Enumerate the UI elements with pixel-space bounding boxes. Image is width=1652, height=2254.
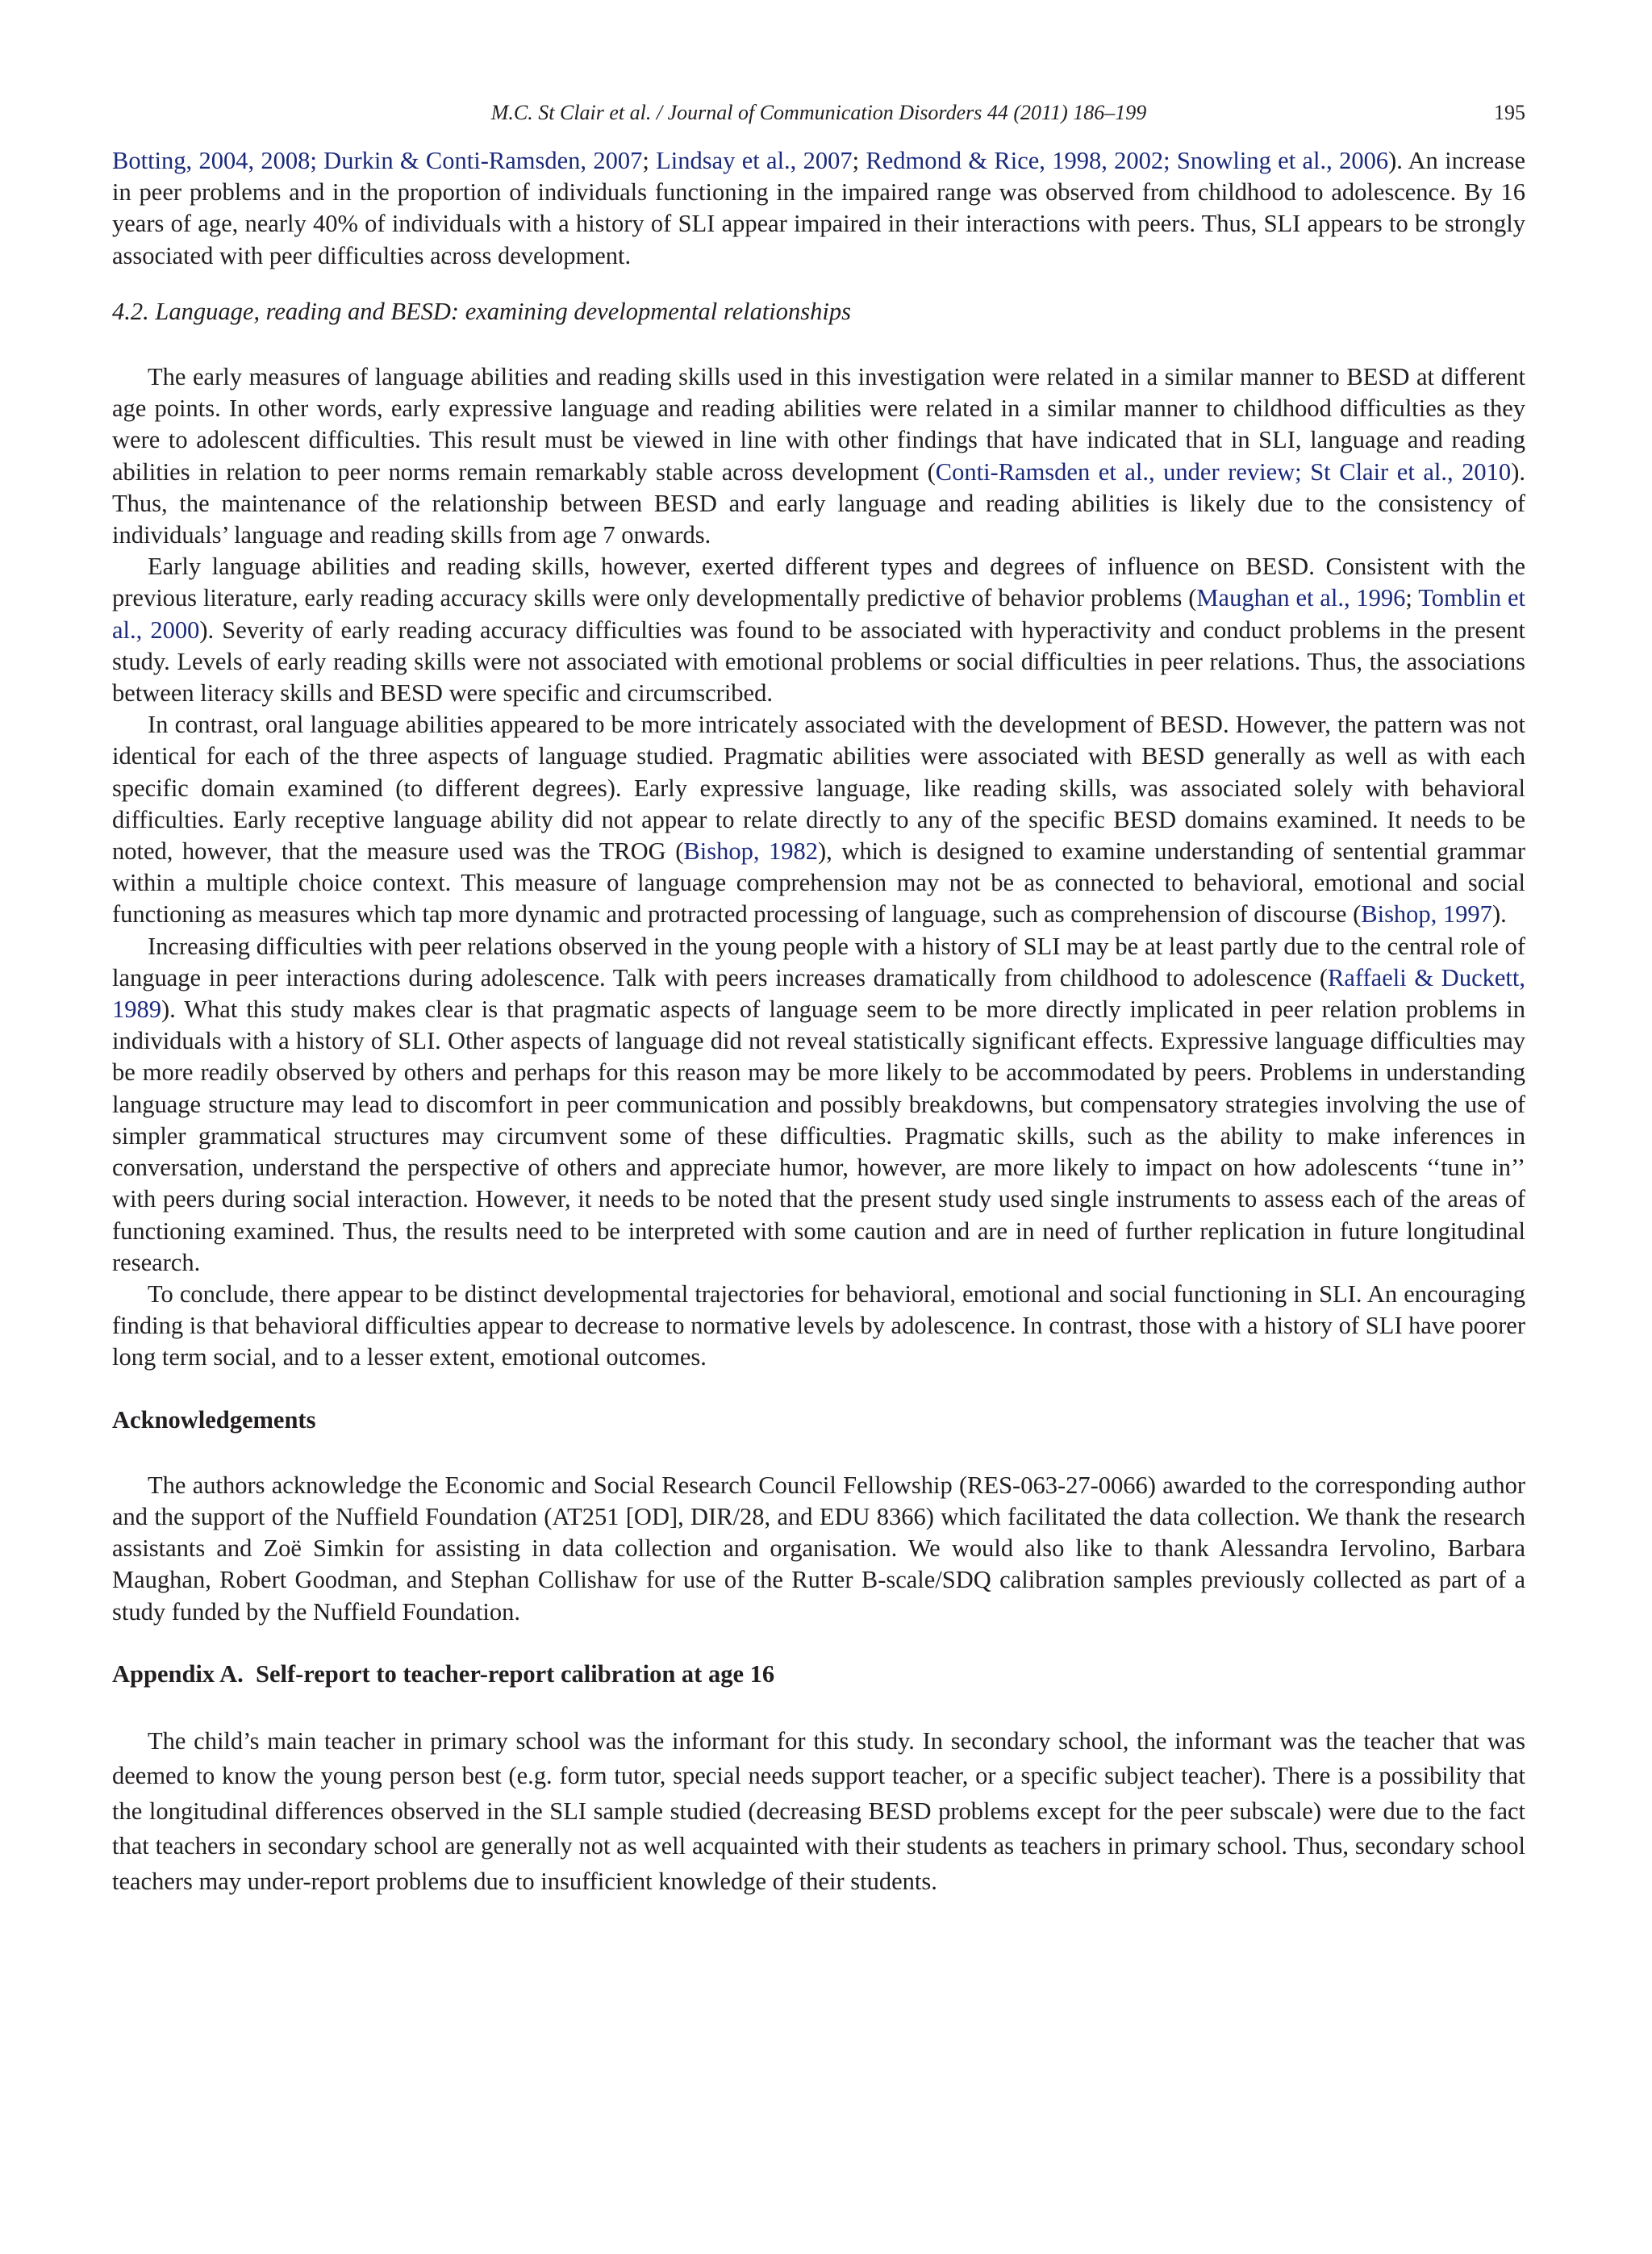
- paragraph-text: ;: [1405, 584, 1419, 612]
- paragraph-text: In contrast, oral language abilities appeared to be more intricately associated with the development of BESD. However, the pattern was not identical for each of the three aspects of language studied. Pragmatic abilities were associated with BESD generally as well as with each specific domain examined (to different degrees). Early expressive language, like reading skills, was associated solely with behavioral difficulties. Early receptive language ability did not appear to relate directly to any of the specific BESD domains examined. It needs to be noted, however, that the measure used was the TROG (: [112, 711, 1525, 866]
- paragraph-text: The early measures of language abilities and reading skills used in this investigation were related in a similar manner to BESD at different age points. In other words, early expressive language and reading abilities were related in a similar manner to childhood difficulties as they were to adolescent difficulties. This result must be viewed in line with other findings that have indicated that in SLI, language and reading abilities in relation to peer norms remain remarkably stable across development (: [112, 363, 1525, 486]
- citation-link[interactable]: Lindsay et al., 2007: [656, 147, 853, 174]
- citation-link[interactable]: Redmond & Rice, 1998, 2002; Snowling et al., 2006: [866, 147, 1389, 174]
- subsection-heading: 4.2. Language, reading and BESD: examining developmental relationships: [112, 297, 851, 325]
- paragraph: [112, 551, 1525, 709]
- section-heading-appendix-a: Appendix A. Self-report to teacher-report calibration at age 16: [112, 1659, 775, 1688]
- appendix-text: The child’s main teacher in primary school was the informant for this study. In secondary school, the informant was the teacher that was deemed to know the young person best (e.g. form tutor, special needs support teacher, or a specific subject teacher). There is a possibility that the longitudinal differences observed in the SLI sample studied (decreasing BESD problems except for the peer subscale) were due to the fact that teachers in secondary school are generally not as well acquainted with their students as teachers in primary school. Thus, secondary school teachers may under-report problems due to insufficient knowledge of their students.: [112, 1726, 1525, 1895]
- paragraph: [112, 709, 1525, 930]
- paragraph-text: ).: [1491, 900, 1507, 929]
- citation-link[interactable]: Bishop, 1982: [683, 837, 818, 866]
- paragraph-text: Increasing difficulties with peer relations observed in the young people with a history of SLI may be at least partly due to the central role of language in peer interactions during adolescence. Talk with peers increases dramatically from childhood to adolescence (: [112, 932, 1525, 991]
- journal-page: [112, 97, 1525, 1899]
- section-heading-acknowledgements: Acknowledgements: [112, 1405, 316, 1434]
- paragraph-text: ), which is designed to examine understanding of sentential grammar within a multiple choice context. This measure of language comprehension may not be as connected to behavioral, emotional and social functioning as measures which tap more dynamic and protracted processing of language, such as comprehension of discourse (: [112, 837, 1526, 929]
- page-number: 195: [1494, 101, 1525, 124]
- appendix-block: [112, 1724, 1525, 1900]
- paragraph: To conclude, there appear to be distinct developmental trajectories for behavioral, emotional and social functioning in SLI. An encouraging finding is that behavioral difficulties appear to decrease to normative levels by adolescence. In contrast, those with a history of SLI have poorer long term social, and to a lesser extent, emotional outcomes.: [112, 1279, 1525, 1371]
- continued-paragraph: [112, 145, 1525, 272]
- citation-link[interactable]: Tomblin et al., 2000: [112, 584, 1525, 644]
- paragraph-text: Early language abilities and reading skills, however, exerted different types and degrees of influence on BESD. Consistent with the previous literature, early reading accuracy skills were only developmentally predictive of behavior problems (: [112, 553, 1525, 612]
- citation-link[interactable]: Bishop, 1997: [1361, 900, 1492, 929]
- citation-link[interactable]: Raffaeli & Duckett, 1989: [112, 963, 1525, 1024]
- paragraph-text: ). Thus, the maintenance of the relationship between BESD and early language and reading abilities is likely due to the consistency of individuals’ language and reading skills from age 7 onwards.: [112, 457, 1525, 549]
- acknowledgements-text: The authors acknowledge the Economic and Social Research Council Fellowship (RES-063-27-0066) awarded to the corresponding author and the support of the Nuffield Foundation (AT251 [OD], DIR/28, and EDU 8366) which facilitated the data collection. We thank the research assistants and Zoë Simkin for assisting in data collection and organisation. We would also like to thank Alessandra Iervolino, Barbara Maughan, Robert Goodman, and Stephan Collishaw for use of the Rutter B-scale/SDQ calibration samples previously collected as part of a study funded by the Nuffield Foundation.: [112, 1471, 1525, 1626]
- paragraph: [112, 361, 1525, 551]
- paragraph-text: ;: [852, 147, 866, 174]
- running-title: M.C. St Clair et al. / Journal of Communication Disorders 44 (2011) 186–199: [490, 101, 1147, 124]
- citation-link[interactable]: Maughan et al., 1996: [1196, 584, 1406, 612]
- citation-link[interactable]: Botting, 2004, 2008; Durkin & Conti-Ramsden, 2007: [112, 147, 643, 174]
- paragraph-text: ). What this study makes clear is that pragmatic aspects of language seem to be more directly implicated in peer relation problems in individuals with a history of SLI. Other aspects of language did not reveal statistically significant effects. Expressive language difficulties may be more readily observed by others and perhaps for this reason may be more likely to be accommodated by peers. Problems in understanding language structure may lead to discomfort in peer communication and possibly breakdowns, but compensatory strategies involving the use of simpler grammatical structures may circumvent some of these difficulties. Pragmatic skills, such as the ability to make inferences in conversation, understand the perspective of others and appreciate humor, however, are more likely to impact on how adolescents ‘‘tune in’’ with peers during social interaction. However, it needs to be noted that the present study used single instruments to assess each of the areas of functioning examined. Thus, the results need to be interpreted with some caution and are in need of further replication in future longitudinal research.: [112, 996, 1525, 1276]
- paragraph: [112, 931, 1525, 1279]
- page-header: [112, 97, 1525, 129]
- citation-link[interactable]: Conti-Ramsden et al., under review; St Clair et al., 2010: [935, 457, 1512, 486]
- paragraph-text: ). An increase in peer problems and in the proportion of individuals functioning in the impaired range was observed from childhood to adolescence. By 16 years of age, nearly 40% of individuals with a history of SLI appear impaired in their interactions with peers. Thus, SLI appears to be strongly associated with peer difficulties across development.: [112, 147, 1525, 269]
- paragraph-text: ). Severity of early reading accuracy difficulties was found to be associated with hyperactivity and conduct problems in the present study. Levels of early reading skills were not associated with emotional problems or social difficulties in peer relations. Thus, the associations between literacy skills and BESD were specific and circumscribed.: [112, 616, 1525, 708]
- paragraph-text: ;: [642, 147, 657, 174]
